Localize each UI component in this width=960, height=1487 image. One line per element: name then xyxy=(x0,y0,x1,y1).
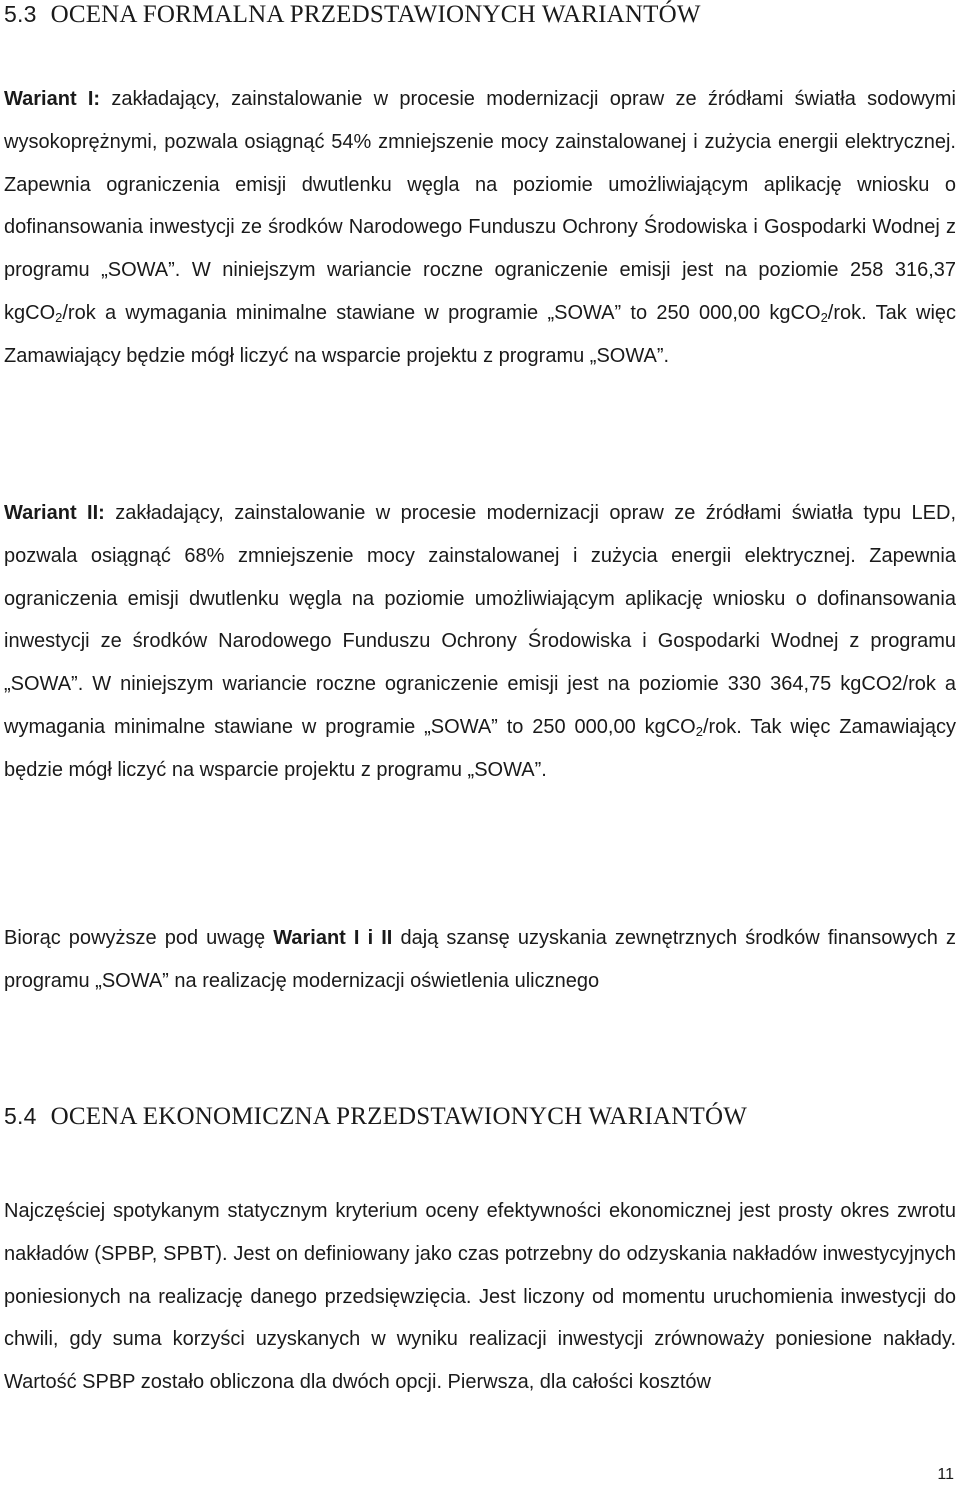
conclusion-text-a: Biorąc powyższe pod uwagę xyxy=(4,927,274,949)
variant-2-text-a: zakładający, zainstalowanie w procesie modernizacji opraw ze źródłami światła typu LED, pozwala osiągnąć 68% zmniejszenie mocy zainstalowanej i zużycia energii elektrycznej. Zapewnia ograniczenia emisji dwutlenku węgla na poziomie umożliwiającym aplikację wniosku o dofinansowania inwestycji ze środków Narodowego Funduszu Ochrony Środowiska i Gospodarki Wodnej z programu „SOWA”. W niniejszym wariancie roczne ograniczenie emisji jest na poziomie 330 364,75 kgCO2/rok a wymagania minimalne stawiane w programie „SOWA” to 250 000,00 kgCO xyxy=(4,502,956,738)
variant-1-text-c: /rok. Tak więc Zamawiający będzie mógł liczyć na wsparcie projektu z programu „SOWA”. xyxy=(4,301,957,367)
page-number: 11 xyxy=(937,1466,954,1483)
subscript: 2 xyxy=(55,309,63,325)
section-number: 5.3 xyxy=(4,1,37,27)
paragraph-variant-2 xyxy=(4,492,956,792)
paragraph-economic: Najczęściej spotykanym statycznym kryterium oceny efektywności ekonomicznej jest prosty okres zwrotu nakładów (SPBP, SPBT). Jest on definiowany jako czas potrzebny do odzyskania nakładów inwestycyjnych poniesionych na realizację danego przedsięwzięcia. Jest liczony od momentu uruchomienia inwestycji do chwili, gdy suma korzyści uzyskanych w wyniku realizacji inwestycji zrównoważy poniesione nakłady. Wartość SPBP zostało obliczona dla dwóch opcji. Pierwsza, dla całości kosztów xyxy=(4,1200,956,1394)
variant-1-text-b: /rok a wymagania minimalne stawiane w programie „SOWA” to 250 000,00 kgCO xyxy=(62,301,821,324)
conclusion-variants: Wariant I i II xyxy=(273,927,393,949)
subscript: 2 xyxy=(820,309,828,325)
section-title: OCENA EKONOMICZNA PRZEDSTAWIONYCH WARIANTÓW xyxy=(50,1103,748,1130)
variant-2-label: Wariant II: xyxy=(4,502,105,524)
variant-1-label: Wariant I: xyxy=(4,88,101,110)
conclusion-text-b: dają szansę uzyskania zewnętrznych środków finansowych z programu „SOWA” na realizację modernizacji oświetlenia ulicznego xyxy=(4,927,956,992)
section-heading-5-3 xyxy=(4,1,701,29)
paragraph-conclusion xyxy=(4,917,956,1003)
section-number: 5.4 xyxy=(4,1103,37,1129)
variant-2-text-b: /rok. Tak więc Zamawiający będzie mógł liczyć na wsparcie projektu z programu „SOWA”. xyxy=(4,715,956,781)
variant-1-text-a: zakładający, zainstalowanie w procesie modernizacji opraw ze źródłami światła sodowymi wysokoprężnymi, pozwala osiągnąć 54% zmniejszenie mocy zainstalowanej i zużycia energii elektrycznej. Zapewnia ograniczenia emisji dwutlenku węgla na poziomie umożliwiającym aplikację wniosku o dofinansowania inwestycji ze środków Narodowego Funduszu Ochrony Środowiska i Gospodarki Wodnej z programu „SOWA”. W niniejszym wariancie roczne ograniczenie emisji jest na poziomie 258 316,37 kgCO xyxy=(4,88,956,324)
subscript: 2 xyxy=(695,723,703,739)
paragraph-variant-1 xyxy=(4,78,956,378)
section-heading-5-4 xyxy=(4,1103,747,1131)
section-title: OCENA FORMALNA PRZEDSTAWIONYCH WARIANTÓW xyxy=(50,1,701,28)
